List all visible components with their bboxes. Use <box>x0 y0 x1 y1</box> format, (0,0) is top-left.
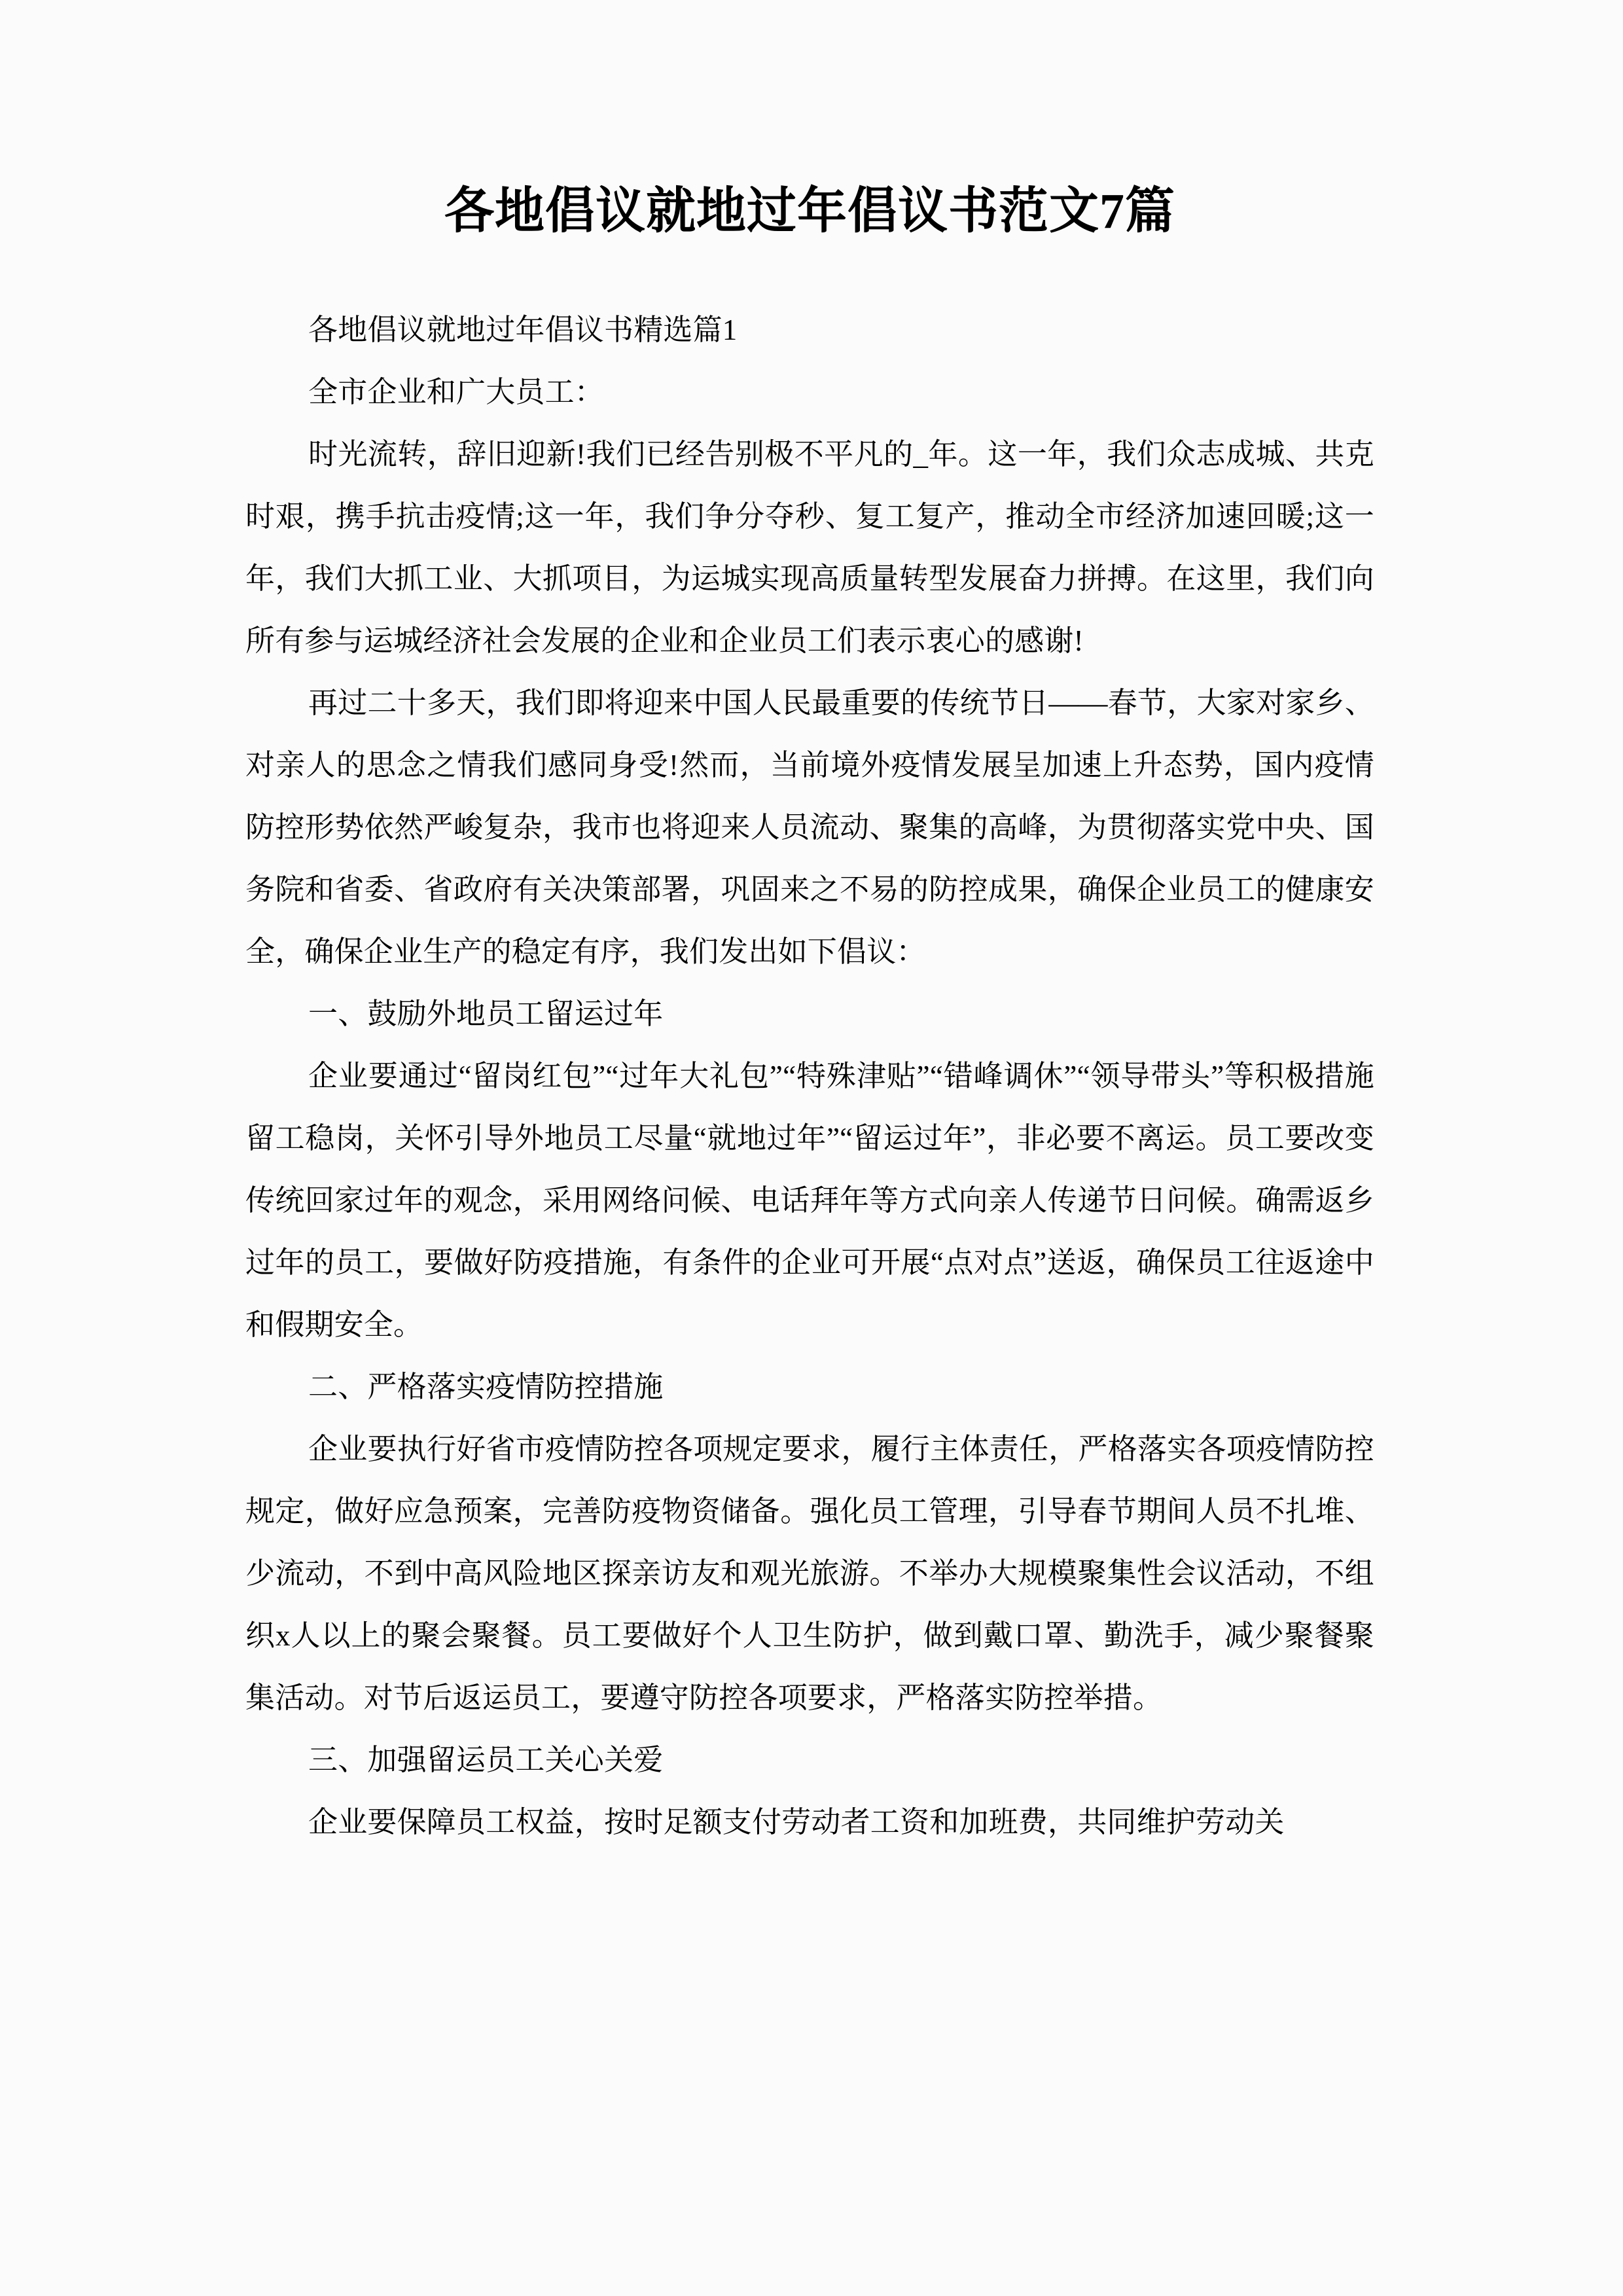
paragraph-3: 企业要通过“留岗红包”“过年大礼包”“特殊津贴”“错峰调休”“领导带头”等积极措施留工稳岗，关怀引导外地员工尽量“就地过年”“留运过年”，非必要不离运。员工要改变传统回家过年的观念，采用网络问候、电话拜年等方式向亲人传递节日问候。确需返乡过年的员工，要做好防疫措施，有条件的企业可开展“点对点”送返，确保员工往返途中和假期安全。 <box>245 1060 1374 1341</box>
paragraph-4: 企业要执行好省市疫情防控各项规定要求，履行主体责任，严格落实各项疫情防控规定，做好应急预案，完善防疫物资储备。强化员工管理，引导春节期间人员不扎堆、少流动，不到中高风险地区探亲访友和观光旅游。不举办大规模聚集性会议活动，不组织x人以上的聚会聚餐。员工要做好个人卫生防护，做到戴口罩、勤洗手，减少聚餐聚集活动。对节后返运员工，要遵守防控各项要求，严格落实防控举措。 <box>245 1433 1374 1714</box>
document-body <box>245 299 1374 1854</box>
paragraph-5: 企业要保障员工权益，按时足额支付劳动者工资和加班费，共同维护劳动关 <box>308 1806 1285 1839</box>
section-heading-3: 三、加强留运员工关心关爱 <box>308 1744 664 1776</box>
section-heading-1: 一、鼓励外地员工留运过年 <box>308 997 664 1030</box>
article-subtitle: 各地倡议就地过年倡议书精选篇1 <box>308 314 738 346</box>
paragraph-2: 再过二十多天，我们即将迎来中国人民最重要的传统节日——春节，大家对家乡、对亲人的思念之情我们感同身受!然而，当前境外疫情发展呈加速上升态势，国内疫情防控形势依然严峻复杂，我市也将迎来人员流动、聚集的高峰，为贯彻落实党中央、国务院和省委、省政府有关决策部署，巩固来之不易的防控成果，确保企业员工的健康安全，确保企业生产的稳定有序，我们发出如下倡议： <box>245 687 1374 968</box>
section-heading-2: 二、严格落实疫情防控措施 <box>308 1371 664 1403</box>
paragraph-1: 时光流转，辞旧迎新!我们已经告别极不平凡的_年。这一年，我们众志成城、共克时艰，携手抗击疫情;这一年，我们争分夺秒、复工复产，推动全市经济加速回暖;这一年，我们大抓工业、大抓项目，为运城实现高质量转型发展奋力拼搏。在这里，我们向所有参与运城经济社会发展的企业和企业员工们表示衷心的感谢! <box>245 438 1374 657</box>
salutation: 全市企业和广大员工： <box>308 376 605 408</box>
page-title: 各地倡议就地过年倡议书范文7篇 <box>444 184 1175 239</box>
document-content <box>245 0 1374 1854</box>
